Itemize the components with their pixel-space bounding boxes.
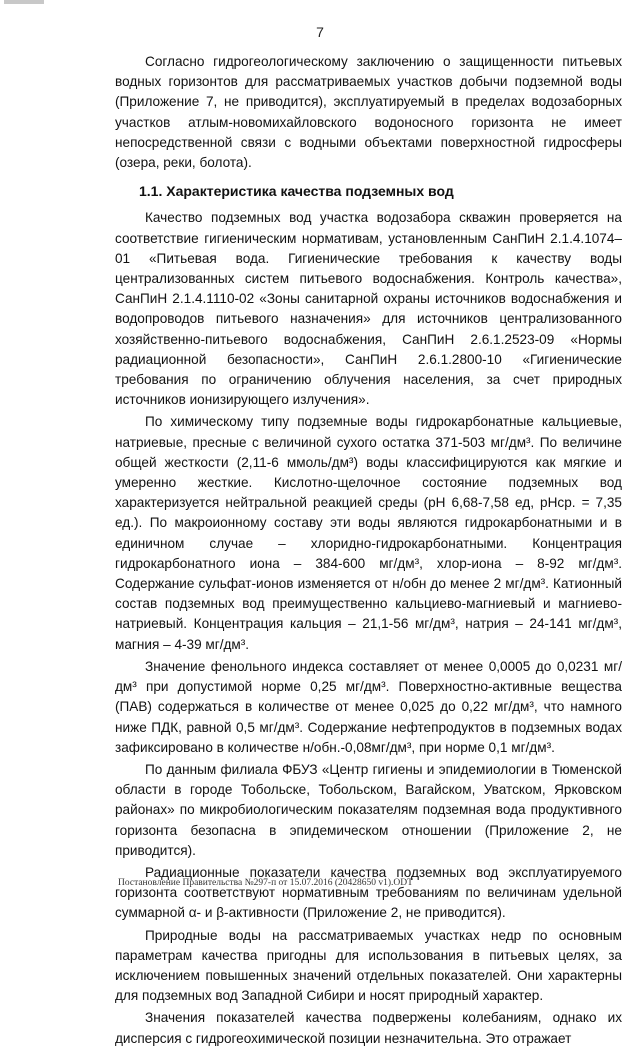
intro-paragraph: Согласно гидрогеологическому заключению о защищенности питьевых водных горизонтов для рассматриваемых участков добычи подземной воды (Приложение 7, не приводится), эксплуатируемый в пределах водозаборных участков атлым-новомихайловского водоносного горизонта не имеет непосредственной связи с водными объектами поверхностной гидросферы (озера, реки, болота). [115, 54, 622, 171]
paragraph-radiation: Радиационные показатели качества подземных вод эксплуатируемого горизонта соответствуют нормативным требованиям по величинам удельной суммарной α- и β-активности (Приложение 2, не приводится). [115, 864, 622, 921]
paragraph-microbiology: По данным филиала ФБУЗ «Центр гигиены и эпидемиологии в Тюменской области в городе Тобольске, Тобольском, Вагайском, Уватском, Ярковском районах» по микробиологическим показателям подземная вода продуктивного горизонта безопасна в эпидемическом отношении (Приложение 2, не приводится). [115, 761, 622, 858]
paragraph-phenol-index: Значение фенольного индекса составляет от менее 0,0005 до 0,0231 мг/дм³ при допустимой норме 0,25 мг/дм³. Поверхностно-активные вещества (ПАВ) содержаться в количестве от менее 0,025 до 0,22 мг/дм³, что намного ниже ПДК, равной 0,5 мг/дм³. Содержание нефтепродуктов в подземных водах зафиксировано в количестве н/обн.-0,08мг/дм³, при норме 0,1 мг/дм³. [115, 658, 622, 755]
paragraph-dispersion: Значения показателей качества подвержены колебаниям, однако их дисперсия с гидрогеохимической позиции незначительна. Это отражает [115, 1010, 622, 1046]
scan-artifact [4, 0, 44, 4]
paragraph-natural-waters: Природные воды на рассматриваемых участках недр по основным параметрам качества пригодны для использования в питьевых целях, за исключением повышенных значений отдельных показателей. Они характерны для подземных вод Западной Сибири и носят природный характер. [115, 927, 622, 1004]
document-body [115, 52, 622, 1049]
paragraph-chemical-type: По химическому типу подземные воды гидрокарбонатные кальциевые, натриевые, пресные с величиной сухого остатка 371-503 мг/дм³. По величине общей жесткости (2,11-6 ммоль/дм³) воды классифицируются как мягкие и умеренно жесткие. Кислотно-щелочное состояние подземных вод характеризуется нейтральной реакцией среды (рН 6,68-7,58 ед, рНср. = 7,35 ед.). По макроионному составу эти воды являются гидрокарбонатными и в единичном случае – хлоридно-гидрокарбонатными. Концентрация гидрокарбонатного иона – 384-600 мг/дм³, хлор-иона – 8-92 мг/дм³. Содержание сульфат-ионов изменяется от н/обн до менее 2 мг/дм³. Катионный состав подземных вод преимущественно кальциево-магниевый и магниево-натриевый. Концентрация кальция – 21,1-56 мг/дм³, натрия – 24-141 мг/дм³, магния – 4-39 мг/дм³. [115, 414, 622, 652]
section-heading: 1.1. Характеристика качества подземных вод [139, 183, 454, 200]
document-footer: Постановление Правительства №297-п от 15.07.2016 (20428650 v1).ODT [118, 878, 413, 888]
page-number: 7 [316, 24, 324, 40]
paragraph-quality-standards: Качество подземных вод участка водозабора скважин проверяется на соответствие гигиеническим нормативам, установленным СанПиН 2.1.4.1074–01 «Питьевая вода. Гигиенические требования к качеству воды централизованных систем питьевого водоснабжения. Контроль качества», СанПиН 2.1.4.1110-02 «Зоны санитарной охраны источников водоснабжения и водопроводов питьевого назначения» для источников централизованного хозяйственно-питьевого водоснабжения, СанПиН 2.6.1.2523-09 «Нормы радиационной безопасности», СанПиН 2.6.1.2800-10 «Гигиенические требования по ограничению облучения населения, за счет природных источников ионизирующего излучения». [115, 210, 622, 408]
